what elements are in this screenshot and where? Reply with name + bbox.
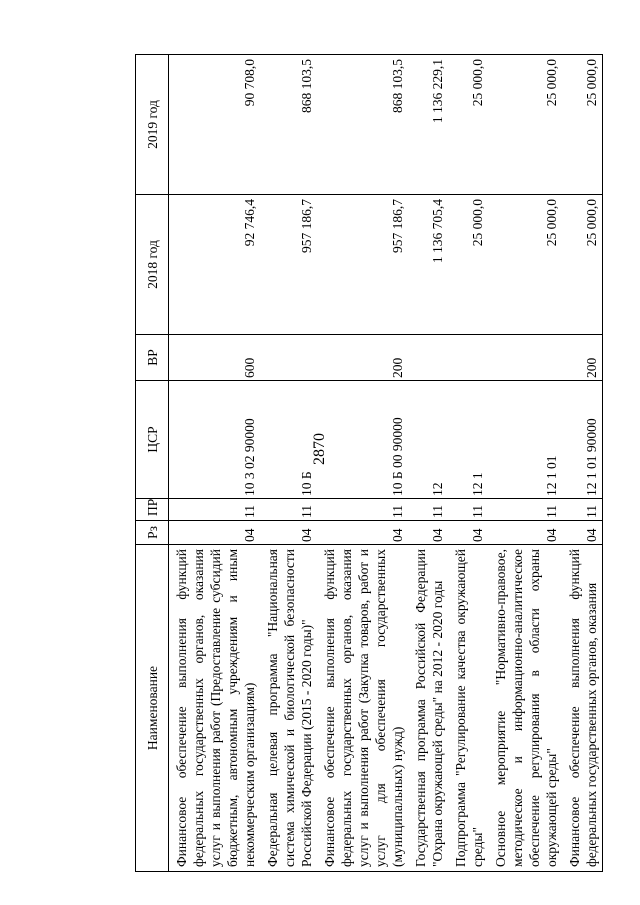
row-rz: 04	[408, 521, 448, 545]
row-pr: 11	[448, 499, 488, 521]
row-2019: 1 136 229,1	[408, 55, 448, 195]
header-2018: 2018 год	[136, 195, 169, 335]
row-vr: 200	[562, 335, 603, 381]
budget-table	[135, 54, 603, 872]
header-2019: 2019 год	[136, 55, 169, 195]
header-csr: ЦСР	[136, 381, 169, 499]
row-name: Подпрограмма "Регулирование качества окружающей среды"	[448, 545, 488, 872]
row-vr	[260, 335, 317, 381]
budget-table-rotated	[135, 55, 640, 872]
row-pr: 11	[488, 499, 562, 521]
row-2018: 25 000,0	[448, 195, 488, 335]
row-2019: 868 103,5	[317, 55, 408, 195]
page-number: 2870	[311, 433, 328, 465]
row-name: Финансовое обеспечение выполнения функций федеральных государственных органов, оказания услуг и выполнения работ (Предоставление субсидий бюджетным, автономным учреждениям и иным некоммерческим организациям)	[169, 545, 261, 872]
row-name: Финансовое обеспечение выполнения функций федеральных государственных органов, оказания услуг и выполнения работ (Закупка товаров, работ и услуг для обеспечения государственных (муниципальных) нужд)	[317, 545, 408, 872]
row-rz: 04	[448, 521, 488, 545]
header-pr: ПР	[136, 499, 169, 521]
row-2019: 868 103,5	[260, 55, 317, 195]
row-2019: 25 000,0	[562, 55, 603, 195]
row-name: Федеральная целевая программа "Национальная система химической и биологической безопасности Российской Федерации (2015 - 2020 годы)"	[260, 545, 317, 872]
row-rz: 04	[562, 521, 603, 545]
table-row	[317, 55, 408, 872]
row-vr	[448, 335, 488, 381]
row-2018: 25 000,0	[562, 195, 603, 335]
row-2019: 25 000,0	[448, 55, 488, 195]
table-row	[562, 55, 603, 872]
row-pr: 11	[408, 499, 448, 521]
table-row	[448, 55, 488, 872]
row-name: Финансовое обеспечение выполнения функций федеральных государственных органов, оказания	[562, 545, 603, 872]
row-name: Основное мероприятие "Нормативно-правовое, методическое и информационно-аналитическое обеспечение регулирования в области охраны окружающей среды"	[488, 545, 562, 872]
row-2018: 1 136 705,4	[408, 195, 448, 335]
row-vr	[408, 335, 448, 381]
row-rz: 04	[260, 521, 317, 545]
table-row	[260, 55, 317, 872]
row-pr: 11	[317, 499, 408, 521]
row-pr: 11	[169, 499, 261, 521]
row-csr: 10 3 02 90000	[169, 381, 261, 499]
header-vr: ВР	[136, 335, 169, 381]
row-rz: 04	[488, 521, 562, 545]
row-csr: 12	[408, 381, 448, 499]
row-rz: 04	[317, 521, 408, 545]
table-header-row	[136, 55, 169, 872]
header-rz: Рз	[136, 521, 169, 545]
table-row	[408, 55, 448, 872]
row-2018: 957 186,7	[317, 195, 408, 335]
row-csr: 12 1 01	[488, 381, 562, 499]
header-name: Наименование	[136, 545, 169, 872]
table-row	[169, 55, 261, 872]
row-name: Государственная программа Российской Федерации "Охрана окружающей среды" на 2012 - 2020 годы	[408, 545, 448, 872]
row-vr: 200	[317, 335, 408, 381]
row-2018: 25 000,0	[488, 195, 562, 335]
row-2019: 90 708,0	[169, 55, 261, 195]
row-rz: 04	[169, 521, 261, 545]
row-csr: 12 1	[448, 381, 488, 499]
row-pr: 11	[562, 499, 603, 521]
row-2019: 25 000,0	[488, 55, 562, 195]
row-csr: 10 Б 00 90000	[317, 381, 408, 499]
row-csr: 10 Б	[260, 381, 317, 499]
row-2018: 957 186,7	[260, 195, 317, 335]
row-csr: 12 1 01 90000	[562, 381, 603, 499]
row-2018: 92 746,4	[169, 195, 261, 335]
row-pr: 11	[260, 499, 317, 521]
table-row	[488, 55, 562, 872]
row-vr: 600	[169, 335, 261, 381]
row-vr	[488, 335, 562, 381]
